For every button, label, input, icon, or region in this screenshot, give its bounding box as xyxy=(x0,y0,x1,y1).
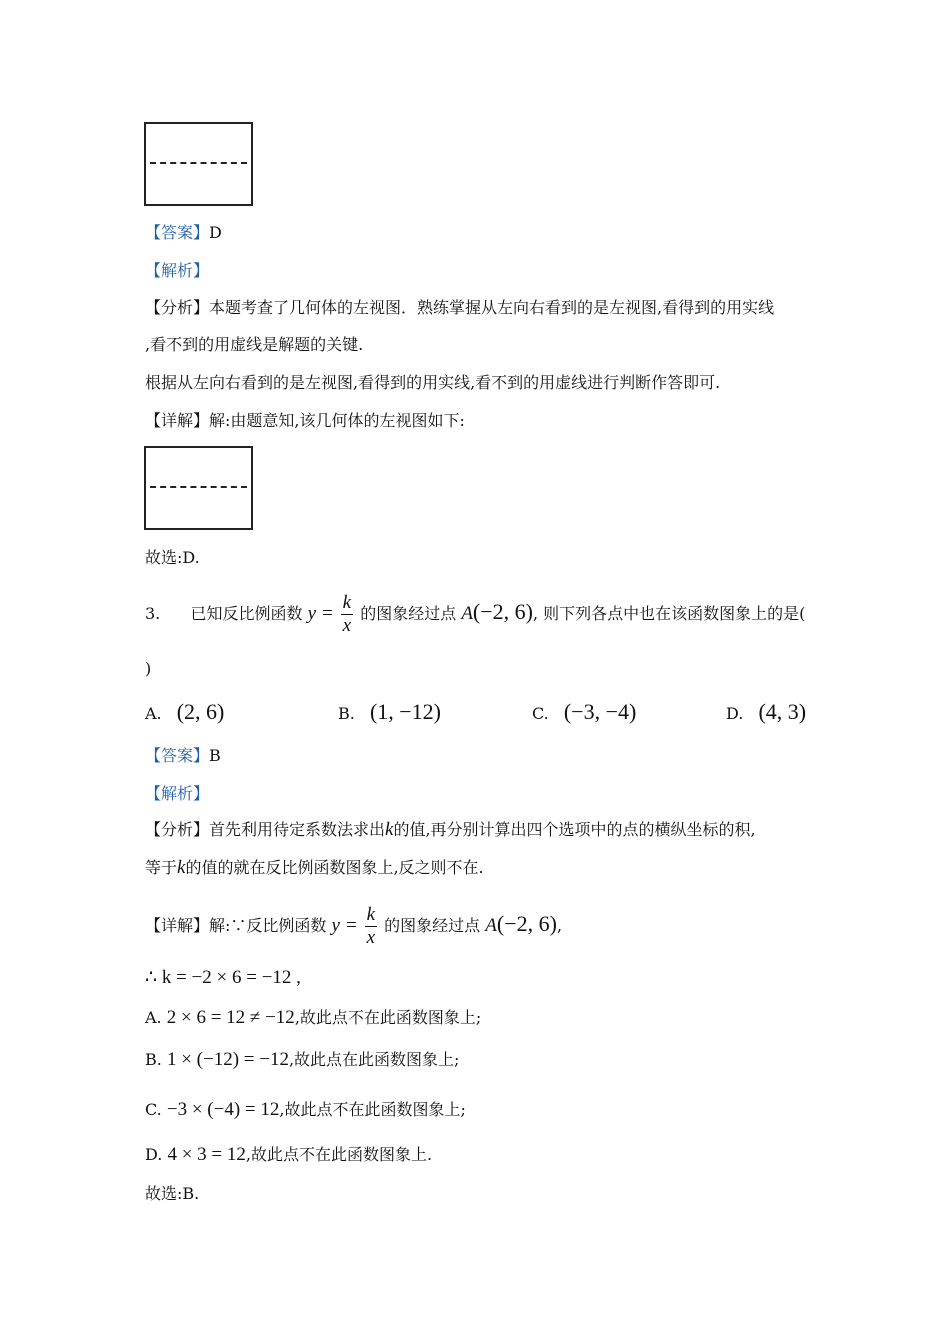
q3-stem-b: 的图象经过点 xyxy=(360,604,457,623)
check-expr: 4 × 3 = 12 xyxy=(167,1144,246,1165)
k-var: k xyxy=(385,819,394,840)
option-value: (4, 3) xyxy=(758,699,807,724)
q3-detail-line xyxy=(145,902,562,949)
frac-num: k xyxy=(342,592,352,613)
answer-tag: 【答案】 xyxy=(145,746,210,765)
q3-y-eq: y = xyxy=(307,603,334,624)
q2-answer-line xyxy=(145,223,222,243)
q3-conclusion: 故选:B. xyxy=(145,1184,200,1203)
answer-value: B xyxy=(209,746,221,765)
left-view-figure-bottom xyxy=(144,446,253,530)
check-c xyxy=(145,1100,466,1120)
dashed-hidden-line xyxy=(150,486,247,488)
fenxi-text: 本题考查了几何体的左视图．熟练掌握从左向右看到的是左视图,看得到的用实线 xyxy=(209,298,775,317)
fenxi-text-b: 的值,再分别计算出四个选项中的点的横纵坐标的积, xyxy=(393,820,756,839)
q3-stem-c: , 则下列各点中也在该函数图象上的是( xyxy=(532,604,806,623)
q3-analysis-tag: 【解析】 xyxy=(145,784,210,803)
q2-fenxi-line2: ,看不到的用虚线是解题的关键. xyxy=(145,335,364,354)
dashed-hidden-line xyxy=(150,162,247,164)
detail-text-a: 解:∵反比例函数 xyxy=(209,916,327,935)
check-expr: 1 × (−12) = −12 xyxy=(166,1049,289,1070)
option-label: A. xyxy=(145,704,162,723)
check-label: B. xyxy=(145,1050,162,1069)
fenxi-tag: 【分析】 xyxy=(145,298,210,317)
option-value: (1, −12) xyxy=(369,699,441,724)
q3-stem-close: ) xyxy=(145,659,152,678)
check-text: ,故此点不在此函数图象上; xyxy=(294,1008,482,1027)
option-value: (2, 6) xyxy=(176,699,225,724)
detail-end: , xyxy=(556,916,563,935)
fenxi-text-a: 首先利用待定系数法求出 xyxy=(209,820,386,839)
option-label: D. xyxy=(726,704,744,723)
q3-number: 3. xyxy=(145,604,161,623)
answer-value: D xyxy=(209,223,222,242)
answer-tag: 【答案】 xyxy=(145,223,210,242)
detail-text: 解:由题意知,该几何体的左视图如下: xyxy=(209,411,465,430)
q3-stem xyxy=(145,590,805,637)
check-expr: −3 × (−4) = 12 xyxy=(166,1099,280,1120)
q3-fenxi-line1 xyxy=(145,820,756,840)
check-text: ,故此点在此函数图象上; xyxy=(288,1050,460,1069)
q3-point-coords: (−2, 6) xyxy=(472,599,533,624)
option-a xyxy=(145,700,224,726)
detail-tag: 【详解】 xyxy=(145,916,210,935)
option-d xyxy=(726,700,806,726)
q3-point-a: A xyxy=(461,603,473,624)
q3-stem-a: 已知反比例函数 xyxy=(190,604,303,623)
q2-analysis-tag: 【解析】 xyxy=(145,261,210,280)
check-b xyxy=(145,1050,459,1070)
q3-answer-line xyxy=(145,746,221,766)
fenxi-tag: 【分析】 xyxy=(145,820,210,839)
option-label: C. xyxy=(532,704,549,723)
check-a xyxy=(145,1008,481,1028)
frac-den: x xyxy=(342,615,352,636)
q3-fenxi-line2 xyxy=(145,858,484,878)
k-calculation: ∴ k = −2 × 6 = −12 , xyxy=(145,967,301,988)
q3-fraction xyxy=(341,592,353,637)
q2-method-line: 根据从左向右看到的是左视图,看得到的用实线,看不到的用虚线进行判断作答即可. xyxy=(145,373,721,392)
option-c xyxy=(532,700,636,726)
q2-detail-line xyxy=(145,411,465,431)
option-value: (−3, −4) xyxy=(563,699,637,724)
left-view-figure-top xyxy=(144,122,253,206)
fenxi-text-d: 的值的就在反比例函数图象上,反之则不在. xyxy=(185,858,484,877)
check-expr: 2 × 6 = 12 ≠ −12 xyxy=(166,1007,295,1028)
q2-fenxi-line1 xyxy=(145,298,774,318)
check-label: A. xyxy=(145,1008,162,1027)
check-label: C. xyxy=(145,1100,162,1119)
check-text: ,故此点不在此函数图象上. xyxy=(245,1145,433,1164)
detail-text-b: 的图象经过点 xyxy=(384,916,481,935)
q2-conclusion: 故选:D. xyxy=(145,548,200,567)
check-text: ,故此点不在此函数图象上; xyxy=(279,1100,466,1119)
check-d xyxy=(145,1145,432,1165)
k-var: k xyxy=(177,857,186,878)
check-label: D. xyxy=(145,1145,163,1164)
detail-tag: 【详解】 xyxy=(145,411,210,430)
q3-fraction xyxy=(365,904,377,949)
frac-num: k xyxy=(366,904,376,925)
q3-point-a: A xyxy=(485,915,497,936)
option-label: B. xyxy=(338,704,355,723)
q3-y-eq: y = xyxy=(331,915,358,936)
q3-point-coords: (−2, 6) xyxy=(496,911,557,936)
frac-den: x xyxy=(366,927,376,948)
fenxi-text-c: 等于 xyxy=(145,858,178,877)
option-b xyxy=(338,700,441,726)
